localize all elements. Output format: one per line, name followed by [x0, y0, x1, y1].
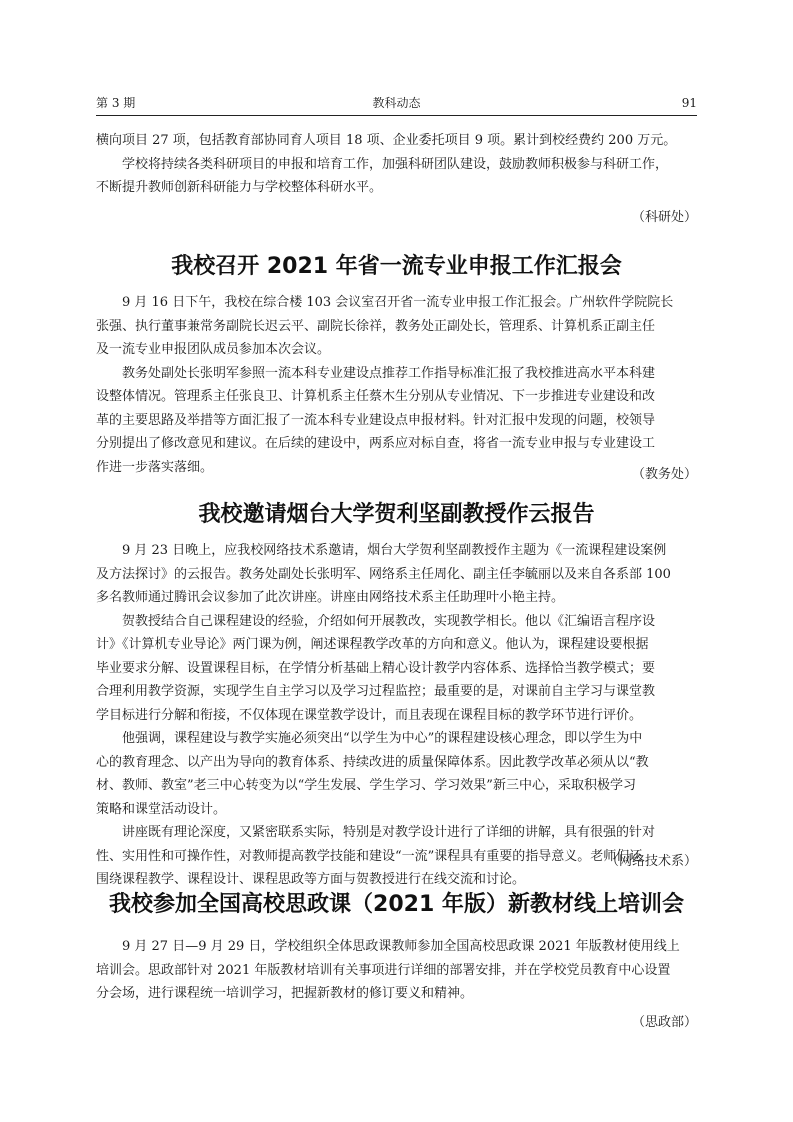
- text-line: 多名教师通过腾讯会议参加了此次讲座。讲座由网络技术系主任助理叶小艳主持。: [96, 590, 565, 605]
- article-source: （教务处）: [631, 467, 697, 482]
- text-line: 讲座既有理论深度，又紧密联系实际，特别是对教学设计进行了详细的讲解，具有很强的针对: [122, 825, 656, 840]
- text-line: 他强调，课程建设与教学实施必须突出“以学生为中心”的课程建设核心理念，即以学生为中: [122, 731, 643, 746]
- text-line: 分会场，进行课程统一培训学习，把握新教材的修订要义和精神。: [96, 986, 474, 1001]
- text-line: 贺教授结合自己课程建设的经验，介绍如何开展教改，实现教学相长。他以《汇编语言程序设: [122, 613, 656, 629]
- text-line: 横向项目 27 项，包括教育部协同育人项目 18 项、企业委托项目 9 项。累计到校经费约 200 万元。: [96, 133, 677, 148]
- text-line: 及方法探讨》的云报告。教务处副处长张明军、网络系主任周化、副主任李毓丽以及来自各系部 100: [96, 566, 671, 582]
- text-line: 张强、执行董事兼常务副院长迟云平、副院长徐祥，教务处正副处长，管理系、计算机系正副主任: [96, 318, 656, 334]
- text-line: 策略和课堂活动设计。: [96, 801, 227, 817]
- issue-number: 第 3 期: [96, 96, 136, 110]
- article-paragraph: [96, 935, 697, 1006]
- text-line: 不断提升教师创新科研能力与学校整体科研水平。: [96, 180, 383, 195]
- text-line: 性、实用性和可操作性，对教师提高教学技能和建设“一流”课程具有重要的指导意义。老师们还: [96, 848, 643, 864]
- text-line: 教务处副处长张明军参照一流本科专业建设点推荐工作指导标准汇报了我校推进高水平本科建: [122, 365, 656, 381]
- text-line: 9 月 23 日晚上，应我校网络技术系邀请，烟台大学贺利坚副教授作主题为《一流课程建设案例: [122, 543, 667, 558]
- journal-name: 教科动态: [372, 96, 421, 110]
- text-line: 培训会。思政部针对 2021 年版教材培训有关事项进行详细的部署安排，并在学校党员教育中心设置: [96, 962, 671, 978]
- text-line: 设整体情况。管理系主任张良卫、计算机系主任蔡木生分别从专业情况、下一步推进专业建设和改: [96, 389, 656, 404]
- text-line: 作进一步落实落细。: [96, 459, 214, 475]
- text-line: 分别提出了修改意见和建议。在后续的建设中，两系应对标自查，将省一流专业申报与专业建设工: [96, 436, 656, 451]
- article-title: 我校参加全国高校思政课（2021 年版）新教材线上培训会: [109, 892, 684, 917]
- text-line: 毕业要求分解、设置课程目标，在学情分析基础上精心设计教学内容体系、选择恰当教学模式；要: [96, 660, 656, 676]
- text-line: 革的主要思路及举措等方面汇报了一流本科专业建设点申报材料。针对汇报中发现的问题，校领导: [96, 412, 656, 428]
- article-paragraph: [96, 539, 697, 892]
- article-title: 我校召开 2021 年省一流专业申报工作汇报会: [171, 254, 622, 279]
- text-line: 及一流专业申报团队成员参加本次会议。: [96, 342, 331, 357]
- article-source: （网络技术系）: [605, 854, 697, 869]
- text-line: 9 月 27 日—9 月 29 日，学校组织全体思政课教师参加全国高校思政课 2021 年版教材使用线上: [122, 939, 680, 954]
- text-line: 材、教师、教室”老三中心转变为以“学生发展、学生学习、学习效果”新三中心，采取积极学习: [96, 778, 636, 793]
- article-paragraph: [96, 291, 697, 479]
- intro-paragraph: [96, 129, 697, 200]
- text-line: 心的教育理念、以产出为导向的教育体系、持续改进的质量保障体系。因此教学改革必须从以“教: [96, 754, 649, 770]
- text-line: 学目标进行分解和衔接，不仅体现在课堂教学设计，而且表现在课程目标的教学环节进行评价。: [96, 707, 643, 723]
- article-title: 我校邀请烟台大学贺利坚副教授作云报告: [198, 502, 595, 527]
- running-header: [96, 94, 697, 116]
- text-line: 学校将持续各类科研项目的申报和培育工作，加强科研团队建设，鼓励教师积极参与科研工作，: [122, 156, 669, 172]
- text-line: 合理利用教学资源，实现学生自主学习以及学习过程监控；最重要的是，对课前自主学习与课堂教: [96, 684, 656, 699]
- text-line: 围绕课程教学、课程设计、课程思政等方面与贺教授进行在线交流和讨论。: [96, 872, 526, 887]
- article-source: （思政部）: [631, 1015, 697, 1030]
- page-number: 91: [681, 96, 697, 110]
- header-divider: [96, 115, 697, 116]
- intro-source: （科研处）: [631, 210, 697, 225]
- text-line: 计》《计算机专业导论》两门课为例，阐述课程教学改革的方向和意义。他认为，课程建设要根据: [96, 637, 649, 652]
- text-line: 9 月 16 日下午，我校在综合楼 103 会议室召开省一流专业申报工作汇报会。广州软件学院院长: [122, 295, 674, 310]
